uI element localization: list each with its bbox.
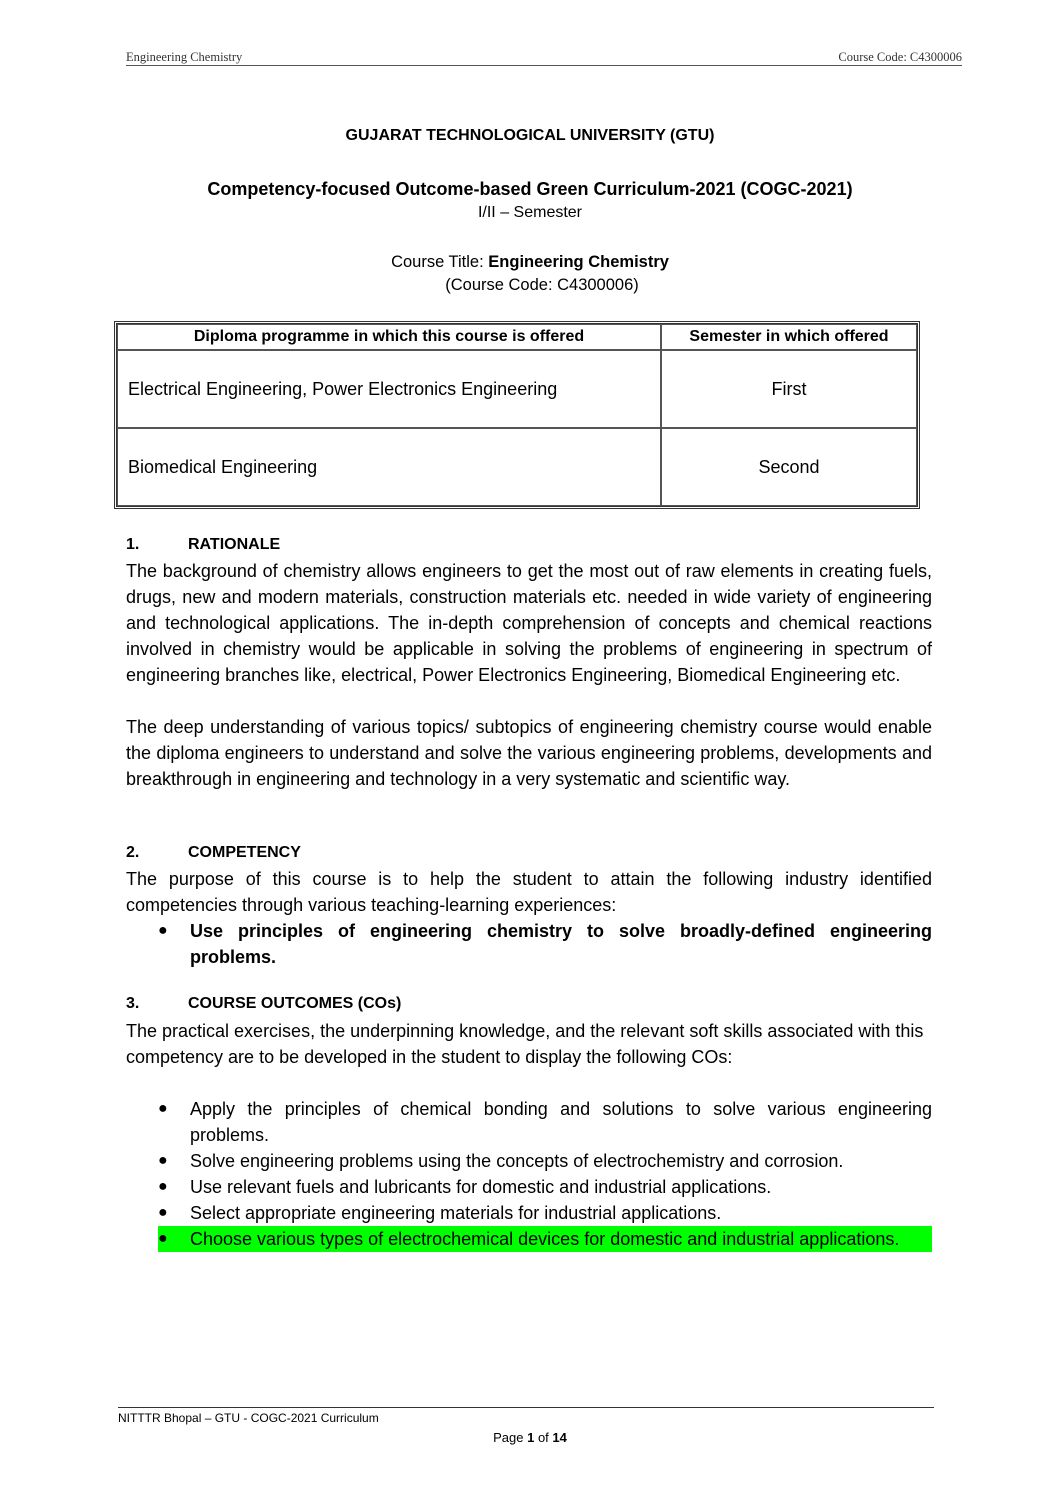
bullet-icon: ● <box>158 1100 168 1117</box>
course-outcomes-intro: The practical exercises, the underpinning knowledge, and the relevant soft skills associated with this competency are to be developed in the student to display the following COs: <box>126 1021 924 1067</box>
list-item-text: Choose various types of electrochemical devices for domestic and industrial applications. <box>190 1229 900 1249</box>
bullet-icon: ● <box>158 1230 168 1247</box>
list-item-text: Use relevant fuels and lubricants for domestic and industrial applications. <box>190 1177 772 1197</box>
page-number <box>126 1430 934 1445</box>
table-row <box>117 428 917 506</box>
section-number: 3. <box>126 995 140 1012</box>
list-item-text: Solve engineering problems using the concepts of electrochemistry and corrosion. <box>190 1151 844 1171</box>
header-rule <box>934 65 962 66</box>
course-title-label: Course Title: <box>391 253 489 271</box>
bullet-icon: ● <box>158 1178 168 1195</box>
list-item-text: Select appropriate engineering materials for industrial applications. <box>190 1203 722 1223</box>
list-item-text: Use principles of engineering chemistry to solve broadly-defined engineering problems. <box>190 921 932 967</box>
list-item <box>126 918 932 970</box>
bullet-icon: ● <box>158 922 168 939</box>
list-item-text: Apply the principles of chemical bonding and solutions to solve various engineering problems. <box>190 1099 932 1145</box>
section-title: RATIONALE <box>188 536 281 553</box>
table-header-row <box>117 324 917 350</box>
course-title-value: Engineering Chemistry <box>488 253 669 271</box>
semester-cell: Second <box>661 428 917 506</box>
competency-list <box>126 918 932 970</box>
table-row <box>117 350 917 428</box>
section-title: COMPETENCY <box>188 844 301 861</box>
section-number: 2. <box>126 844 140 861</box>
footer-rule <box>118 1407 934 1408</box>
header-course-code: Course Code: C4300006 <box>838 50 962 64</box>
page-current: 1 <box>527 1430 535 1445</box>
rationale-paragraph-1: The background of chemistry allows engineers to get the most out of raw elements in creating fuels, drugs, new and modern materials, construction materials etc. needed in wide variety of engineering and technological applications. The in-depth comprehension of concepts and chemical reactions involved in chemistry would be applicable in solving the problems of engineering in spectrum of engineering branches like, electrical, Power Electronics Engineering, Biomedical Engineering etc. <box>126 561 932 685</box>
header-course-name: Engineering Chemistry <box>126 50 243 64</box>
programme-offer-table <box>114 321 920 509</box>
course-outcomes-list <box>126 1096 932 1252</box>
bullet-icon: ● <box>158 1152 168 1169</box>
bullet-icon: ● <box>158 1204 168 1221</box>
table-header-semester: Semester in which offered <box>661 324 917 350</box>
running-header <box>126 50 962 66</box>
section-number: 1. <box>126 536 140 553</box>
list-item <box>126 1174 932 1200</box>
page-total: 14 <box>552 1430 567 1445</box>
section-heading-course-outcomes <box>126 995 401 1013</box>
university-title: GUJARAT TECHNOLOGICAL UNIVERSITY (GTU) <box>345 127 715 144</box>
section-heading-rationale <box>126 536 280 554</box>
section-heading-competency <box>126 844 301 862</box>
list-item-highlighted <box>158 1226 932 1252</box>
course-code: (Course Code: C4300006) <box>445 276 639 294</box>
section-title: COURSE OUTCOMES (COs) <box>188 995 402 1012</box>
list-item <box>126 1200 932 1226</box>
competency-intro: The purpose of this course is to help the student to attain the following industry identified competencies through various teaching-learning experiences: <box>126 869 932 915</box>
programme-cell: Biomedical Engineering <box>117 428 661 506</box>
page-of: of <box>534 1430 553 1445</box>
programme-cell: Electrical Engineering, Power Electronics Engineering <box>117 350 661 428</box>
semester-cell: First <box>661 350 917 428</box>
list-item <box>126 1148 932 1174</box>
curriculum-title: Competency-focused Outcome-based Green Curriculum-2021 (COGC-2021) <box>207 179 853 199</box>
list-item <box>126 1096 932 1148</box>
semester-label: I/II – Semester <box>477 204 583 221</box>
page-label: Page <box>493 1430 528 1445</box>
footer-source: NITTTR Bhopal – GTU - COGC-2021 Curriculum <box>118 1411 379 1425</box>
table-header-programme: Diploma programme in which this course is offered <box>117 324 661 350</box>
course-title <box>126 253 934 272</box>
rationale-paragraph-2: The deep understanding of various topics/ subtopics of engineering chemistry course would enable the diploma engineers to understand and solve the various engineering problems, developments and breakthrough in engineering and technology in a very systematic and scientific way. <box>126 717 932 789</box>
